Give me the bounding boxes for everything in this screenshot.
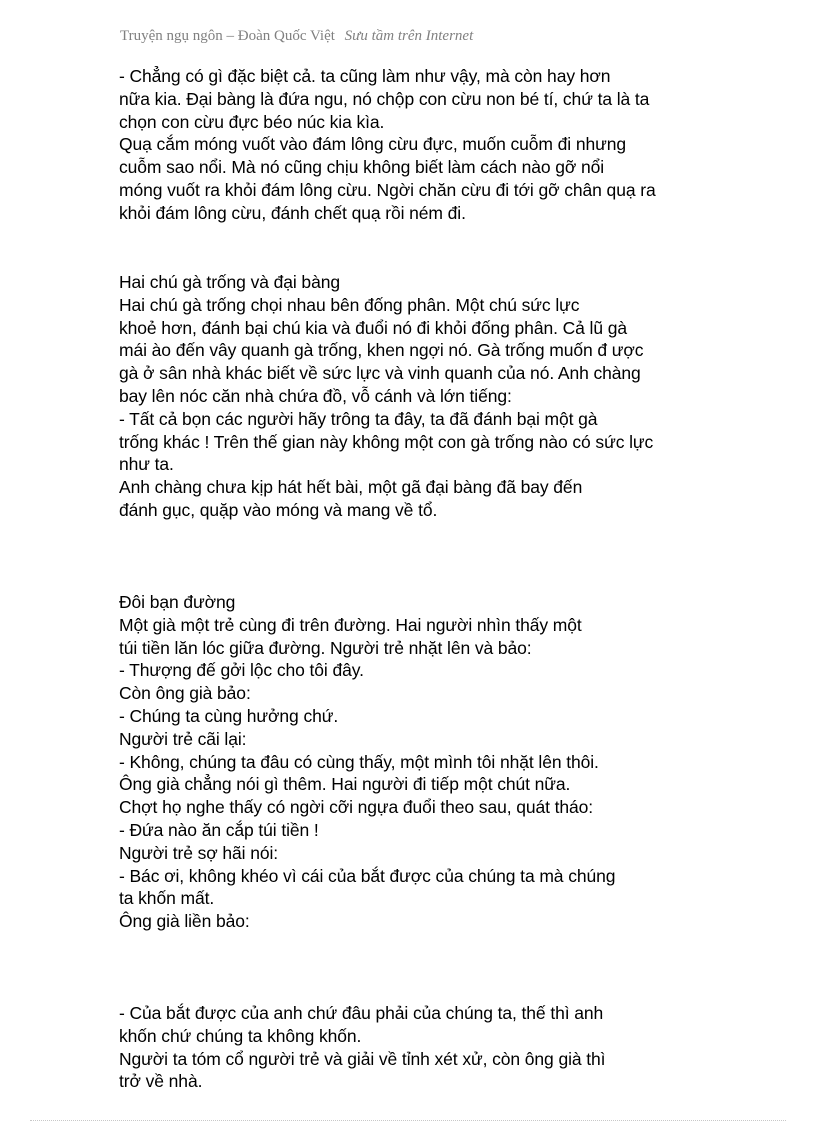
- text-line: - Bác ơi, không khéo vì cái của bắt được của chúng ta mà chúng: [119, 865, 616, 886]
- text-line: Một già một trẻ cùng đi trên đường. Hai người nhìn thấy một: [119, 614, 582, 635]
- running-header: [120, 28, 473, 45]
- text-line: Anh chàng chưa kịp hát hết bài, một gã đại bàng đã bay đến: [119, 477, 583, 498]
- text-line: nữa kia. Đại bàng là đứa ngu, nó chộp con cừu non bé tí, chứ ta là ta: [119, 88, 650, 109]
- text-line: Quạ cắm móng vuốt vào đám lông cừu đực, muốn cuỗm đi nhưng: [119, 134, 626, 155]
- text-line: cuỗm sao nổi. Mà nó cũng chịu không biết làm cách nào gỡ nổi: [119, 157, 605, 178]
- text-line: Người ta tóm cổ người trẻ và giải về tỉnh xét xử, còn ông già thì: [119, 1048, 606, 1069]
- text-block-travel-companions: [119, 591, 759, 933]
- text-line: Hai chú gà trống và đại bàng: [119, 272, 340, 292]
- text-line: móng vuốt ra khỏi đám lông cừu. Ngời chăn cừu đi tới gỡ chân quạ ra: [119, 179, 656, 200]
- text-line: khỏi đám lông cừu, đánh chết quạ rồi ném đi.: [119, 202, 466, 223]
- text-line: - Thượng đế gởi lộc cho tôi đây.: [119, 660, 364, 681]
- text-line: - Chúng ta cùng hưởng chứ.: [119, 705, 339, 726]
- text-line: - Đứa nào ăn cắp túi tiền !: [119, 819, 319, 840]
- text-line: Đôi bạn đường: [119, 592, 236, 612]
- text-line: khốn chứ chúng ta không khốn.: [119, 1025, 362, 1046]
- text-line: Ông già chẳng nói gì thêm. Hai người đi tiếp một chút nữa.: [119, 774, 571, 795]
- header-source: Sưu tầm trên Internet: [344, 28, 474, 44]
- text-line: trống khác ! Trên thế gian này không một con gà trống nào có sức lực: [119, 431, 654, 452]
- text-line: - Chẳng có gì đặc biệt cả. ta cũng làm như vậy, mà còn hay hơn: [119, 66, 611, 86]
- header-title: Truyện ngụ ngôn – Đoàn Quốc Việt: [120, 28, 335, 44]
- text-line: - Không, chúng ta đâu có cùng thấy, một mình tôi nhặt lên thôi.: [119, 751, 599, 772]
- text-line: Người trẻ cãi lại:: [119, 728, 247, 749]
- text-line: đánh gục, quặp vào móng và mang về tổ.: [119, 499, 438, 520]
- text-line: khoẻ hơn, đánh bại chú kia và đuổi nó đi khỏi đống phân. Cả lũ gà: [119, 317, 627, 338]
- text-line: Còn ông già bảo:: [119, 683, 251, 704]
- text-block-crow-ending: [119, 65, 759, 225]
- text-line: - Của bắt được của anh chứ đâu phải của chúng ta, thế thì anh: [119, 1003, 604, 1023]
- text-line: Ông già liền bảo:: [119, 911, 250, 932]
- text-block-two-roosters: [119, 271, 759, 522]
- text-line: trở về nhà.: [119, 1071, 203, 1092]
- text-line: bay lên nóc căn nhà chứa đồ, vỗ cánh và lớn tiếng:: [119, 385, 512, 406]
- text-line: mái ào đến vây quanh gà trống, khen ngợi nó. Gà trống muốn đ ược: [119, 340, 644, 361]
- text-line: Hai chú gà trống chọi nhau bên đống phân. Một chú sức lực: [119, 294, 580, 315]
- text-block-travel-companions-end: [119, 1002, 759, 1093]
- text-line: Chợt họ nghe thấy có ngời cỡi ngựa đuổi theo sau, quát tháo:: [119, 797, 594, 818]
- text-line: túi tiền lăn lóc giữa đường. Người trẻ nhặt lên và bảo:: [119, 637, 532, 658]
- text-line: gà ở sân nhà khác biết về sức lực và vinh quanh của nó. Anh chàng: [119, 363, 641, 384]
- text-line: - Tất cả bọn các người hãy trông ta đây, ta đã đánh bại một gà: [119, 408, 598, 429]
- page-bottom-rule: [30, 1120, 786, 1121]
- text-line: ta khốn mất.: [119, 888, 215, 909]
- text-line: Người trẻ sợ hãi nói:: [119, 842, 279, 863]
- text-line: chọn con cừu đực béo núc kia kìa.: [119, 111, 385, 132]
- text-line: như ta.: [119, 454, 174, 475]
